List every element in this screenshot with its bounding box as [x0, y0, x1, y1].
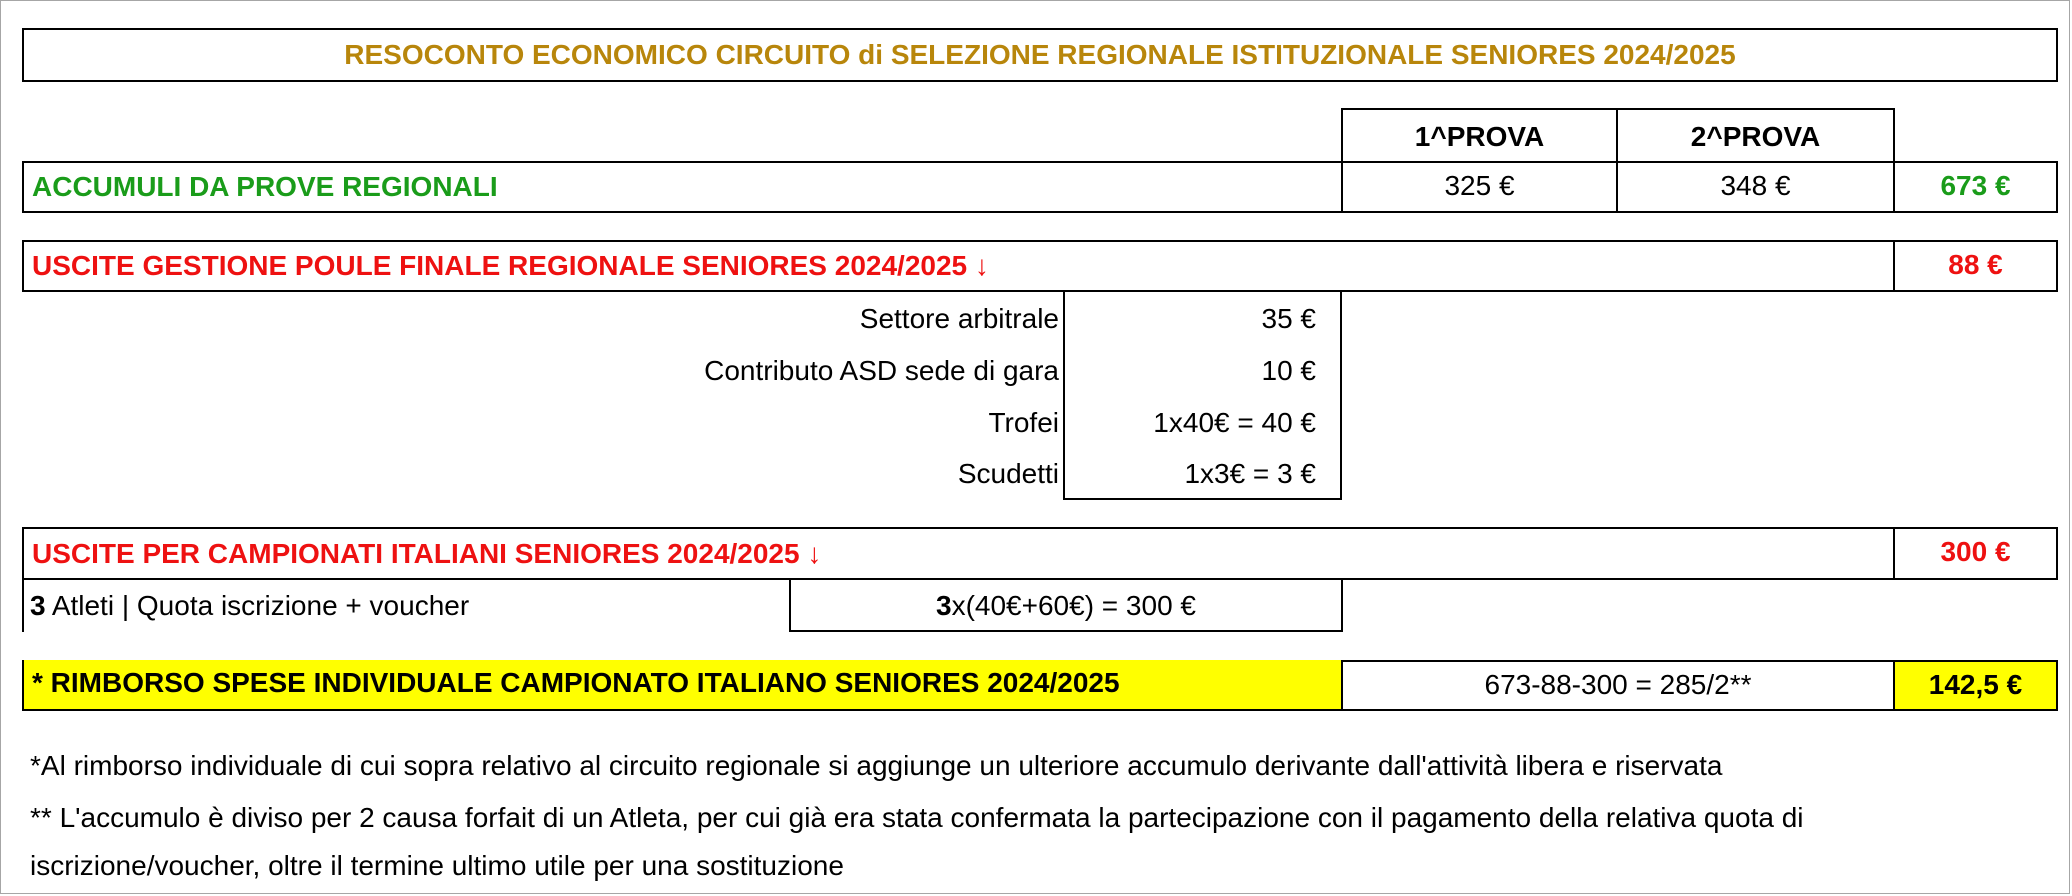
accumuli-total: 673 €: [1940, 170, 2011, 201]
rimborso-total-cell: [1893, 660, 2058, 711]
column-header-prova1: [1341, 108, 1618, 163]
atleti-formula-box: [789, 578, 1343, 632]
poule-item-label: Settore arbitrale: [859, 303, 1059, 334]
atleti-description: [30, 588, 469, 624]
atleti-formula-rest: x(40€+60€) = 300 €: [951, 590, 1196, 621]
poule-items-bottom-border: [1063, 498, 1342, 500]
uscite-campionati-row: [22, 527, 2058, 580]
column-header-prova1-label: 1^PROVA: [1414, 121, 1545, 152]
uscite-campionati-label: USCITE PER CAMPIONATI ITALIANI SENIORES 2024/2025 ↓: [32, 538, 822, 569]
poule-items-right-border: [1340, 290, 1342, 500]
column-header-prova2: [1616, 108, 1895, 163]
uscite-poule-row: [22, 240, 2058, 292]
rimborso-formula: 673-88-300 = 285/2**: [1484, 669, 1752, 700]
poule-item-label: Scudetti: [957, 458, 1059, 489]
rimborso-label: * RIMBORSO SPESE INDIVIDUALE CAMPIONATO ITALIANO SENIORES 2024/2025: [32, 667, 1120, 698]
uscite-campionati-total: 300 €: [1940, 536, 2011, 567]
poule-item-value: 10 €: [1261, 355, 1316, 386]
atleti-formula-multiplier: 3: [936, 590, 952, 621]
rimborso-label-cell: [22, 660, 1341, 711]
column-header-prova2-label: 2^PROVA: [1690, 121, 1821, 152]
poule-item-value: 1x3€ = 3 €: [1184, 458, 1316, 489]
uscite-poule-label: USCITE GESTIONE POULE FINALE REGIONALE SENIORES 2024/2025 ↓: [32, 250, 989, 281]
atleti-formula: [791, 588, 1341, 624]
rimborso-total: 142,5 €: [1928, 669, 2023, 700]
note-2-line-1: ** L'accumulo è diviso per 2 causa forfait di un Atleta, per cui già era stata confermata la partecipazione con il pagamento della relativa quota di: [30, 802, 1804, 833]
uscite-poule-total: 88 €: [1948, 249, 2003, 280]
column-header-right-border: [1893, 108, 1895, 163]
poule-items-left-border: [1063, 290, 1065, 500]
poule-item-label: Contributo ASD sede di gara: [704, 355, 1059, 386]
page-title: RESOCONTO ECONOMICO CIRCUITO di SELEZIONE REGIONALE ISTITUZIONALE SENIORES 2024/2025: [344, 39, 1736, 70]
accumuli-label: ACCUMULI DA PROVE REGIONALI: [32, 171, 498, 202]
atleti-count: 3: [30, 590, 46, 621]
accumuli-prova1-value: 325 €: [1444, 170, 1515, 201]
atleti-label: Atleti | Quota iscrizione + voucher: [45, 590, 470, 621]
title-box: [22, 28, 2058, 82]
poule-item-value: 35 €: [1261, 303, 1316, 334]
poule-item-value: 1x40€ = 40 €: [1153, 407, 1316, 438]
accumuli-prova2-value: 348 €: [1720, 170, 1791, 201]
note-2-line-2: iscrizione/voucher, oltre il termine ultimo utile per una sostituzione: [30, 850, 844, 881]
rimborso-formula-cell: [1341, 660, 1895, 711]
poule-item-label: Trofei: [988, 407, 1059, 438]
atleti-row-left-border: [22, 578, 24, 632]
note-1: *Al rimborso individuale di cui sopra relativo al circuito regionale si aggiunge un ulteriore accumulo derivante dall'attività libera e riservata: [30, 750, 1723, 781]
